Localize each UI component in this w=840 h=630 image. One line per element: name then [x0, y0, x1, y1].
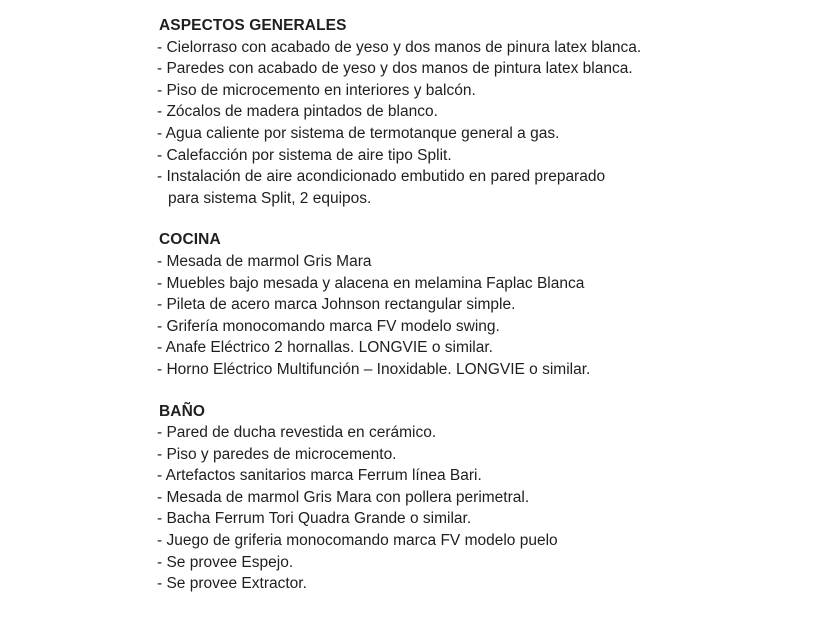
list-item: - Pared de ducha revestida en cerámico. — [157, 424, 437, 442]
list-item: - Calefacción por sistema de aire tipo Split. — [157, 146, 452, 164]
section-bano — [157, 401, 800, 595]
section-title-aspectos-generales: ASPECTOS GENERALES — [159, 17, 347, 34]
list-item: - Cielorraso con acabado de yeso y dos manos de pinura latex blanca. — [157, 38, 642, 56]
list-item: - Pileta de acero marca Johnson rectangular simple. — [157, 296, 516, 314]
section-title-bano: BAÑO — [159, 402, 206, 420]
list-item: - Juego de griferia monocomando marca FV modelo puelo — [157, 532, 558, 550]
list-item: - Mesada de marmol Gris Mara — [157, 252, 372, 270]
section-cocina — [157, 229, 800, 380]
section-title-cocina: COCINA — [159, 231, 221, 249]
list-item: - Piso de microcemento en interiores y balcón. — [157, 81, 476, 99]
list-item: - Artefactos sanitarios marca Ferrum línea Bari. — [157, 467, 482, 485]
list-item: - Instalación de aire acondicionado embutido en pared preparado — [157, 168, 606, 186]
list-item: - Agua caliente por sistema de termotanque general a gas. — [157, 124, 560, 142]
list-item: - Muebles bajo mesada y alacena en melamina Faplac Blanca — [157, 274, 585, 292]
list-item: - Piso y paredes de microcemento. — [157, 445, 397, 463]
list-item: - Zócalos de madera pintados de blanco. — [157, 103, 438, 121]
list-item: - Horno Eléctrico Multifunción – Inoxidable. LONGVIE o similar. — [157, 360, 591, 378]
list-item: - Mesada de marmol Gris Mara con pollera perimetral. — [157, 488, 530, 506]
list-item: - Paredes con acabado de yeso y dos manos de pintura latex blanca. — [157, 60, 633, 78]
section-aspectos-generales — [157, 15, 800, 209]
list-item-continuation: para sistema Split, 2 equipos. — [168, 189, 372, 207]
list-item: - Anafe Eléctrico 2 hornallas. LONGVIE o similar. — [157, 339, 493, 357]
list-item: - Se provee Extractor. — [157, 575, 307, 593]
list-item: - Se provee Espejo. — [157, 553, 294, 571]
list-item: - Bacha Ferrum Tori Quadra Grande o similar. — [157, 510, 472, 528]
list-item: - Grifería monocomando marca FV modelo swing. — [157, 317, 500, 335]
